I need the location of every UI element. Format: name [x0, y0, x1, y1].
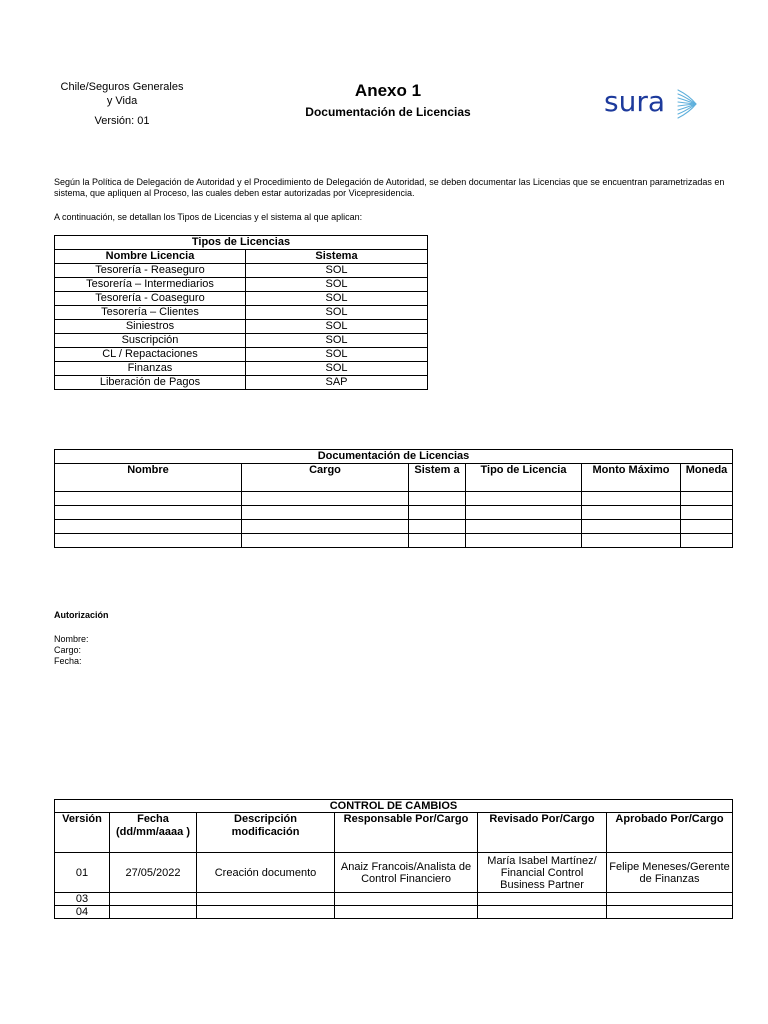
- license-system: SOL: [246, 264, 428, 278]
- license-docs-title: Documentación de Licencias: [55, 450, 733, 464]
- column-header: Moneda: [681, 464, 733, 492]
- column-header: Sistem a: [409, 464, 466, 492]
- license-system: SOL: [246, 278, 428, 292]
- license-system: SOL: [246, 362, 428, 376]
- intro-paragraph-2: A continuación, se detallan los Tipos de Licencias y el sistema al que aplican:: [54, 212, 363, 222]
- logo-text: sura: [604, 85, 666, 118]
- version-label: Versión: 01: [94, 115, 150, 127]
- column-header: Nombre: [55, 464, 242, 492]
- license-name: Tesorería - Coaseguro: [55, 292, 246, 306]
- date-cell: 27/05/2022: [110, 853, 197, 893]
- authorization-date-label: Fecha:: [54, 656, 82, 666]
- version-cell: 04: [55, 906, 110, 919]
- column-header: Tipo de Licencia: [466, 464, 582, 492]
- license-system: SOL: [246, 348, 428, 362]
- sura-logo: [604, 84, 704, 124]
- table-row: [55, 362, 428, 376]
- table-row: [55, 534, 733, 548]
- license-system: SOL: [246, 334, 428, 348]
- license-system: SOL: [246, 320, 428, 334]
- change-control-title: CONTROL DE CAMBIOS: [55, 800, 733, 813]
- table-row: [55, 278, 428, 292]
- authorization-name-label: Nombre:: [54, 634, 89, 644]
- license-name: Finanzas: [55, 362, 246, 376]
- table-row: [55, 348, 428, 362]
- column-header: Descripción modificación: [197, 813, 335, 853]
- table-row: [55, 492, 733, 506]
- authorization-role-label: Cargo:: [54, 645, 82, 655]
- company-name-line1: Chile/Seguros Generales: [60, 81, 184, 93]
- table-row: [55, 520, 733, 534]
- authorization-heading: Autorización: [54, 610, 109, 620]
- document-subtitle: Documentación de Licencias: [305, 105, 471, 119]
- intro-paragraph: Según la Política de Delegación de Autoridad y el Procedimiento de Delegación de Autoridad, se deben documentar las Licencias que se encuentran parametrizadas en sistema, que apliquen al Proceso, las cuales deben estar autorizadas por Vicepresidencia.: [54, 177, 725, 198]
- license-name: Liberación de Pagos: [55, 376, 246, 390]
- change-control-table: [54, 799, 733, 919]
- company-block: [52, 80, 192, 128]
- column-header: Revisado Por/Cargo: [478, 813, 607, 853]
- table-row: [55, 264, 428, 278]
- license-name: CL / Repactaciones: [55, 348, 246, 362]
- license-system: SOL: [246, 306, 428, 320]
- reviewed-cell: María Isabel Martínez/ Financial Control Business Partner: [478, 853, 607, 893]
- license-docs-table: [54, 449, 733, 548]
- license-name: Tesorería – Clientes: [55, 306, 246, 320]
- column-header: Cargo: [242, 464, 409, 492]
- license-name: Tesorería – Intermediarios: [55, 278, 246, 292]
- approved-cell: Felipe Meneses/Gerente de Finanzas: [607, 853, 733, 893]
- description-cell: Creación documento: [197, 853, 335, 893]
- license-name: Tesorería - Reaseguro: [55, 264, 246, 278]
- table-row: [55, 853, 733, 893]
- column-header: Monto Máximo: [582, 464, 681, 492]
- column-header: Aprobado Por/Cargo: [607, 813, 733, 853]
- column-header: Fecha (dd/mm/aaaa ): [110, 813, 197, 853]
- license-types-table: [54, 235, 428, 390]
- table-row: [55, 376, 428, 390]
- license-name: Suscripción: [55, 334, 246, 348]
- title-block: [290, 80, 486, 119]
- responsible-cell: Anaiz Francois/Analista de Control Financiero: [335, 853, 478, 893]
- license-types-title: Tipos de Licencias: [55, 236, 428, 250]
- authorization-block: [54, 610, 109, 667]
- table-row: [55, 506, 733, 520]
- column-header: Versión: [55, 813, 110, 853]
- table-row: [55, 893, 733, 906]
- company-name-line2: y Vida: [106, 95, 138, 107]
- document-title: Anexo 1: [354, 81, 422, 100]
- column-header: Sistema: [246, 250, 428, 264]
- logo-swoosh-icon: [674, 86, 702, 122]
- table-row: [55, 334, 428, 348]
- license-name: Siniestros: [55, 320, 246, 334]
- table-row: [55, 906, 733, 919]
- version-cell: 01: [55, 853, 110, 893]
- column-header: Responsable Por/Cargo: [335, 813, 478, 853]
- table-row: [55, 320, 428, 334]
- column-header: Nombre Licencia: [55, 250, 246, 264]
- license-system: SOL: [246, 292, 428, 306]
- version-cell: 03: [55, 893, 110, 906]
- table-row: [55, 292, 428, 306]
- table-row: [55, 306, 428, 320]
- license-system: SAP: [246, 376, 428, 390]
